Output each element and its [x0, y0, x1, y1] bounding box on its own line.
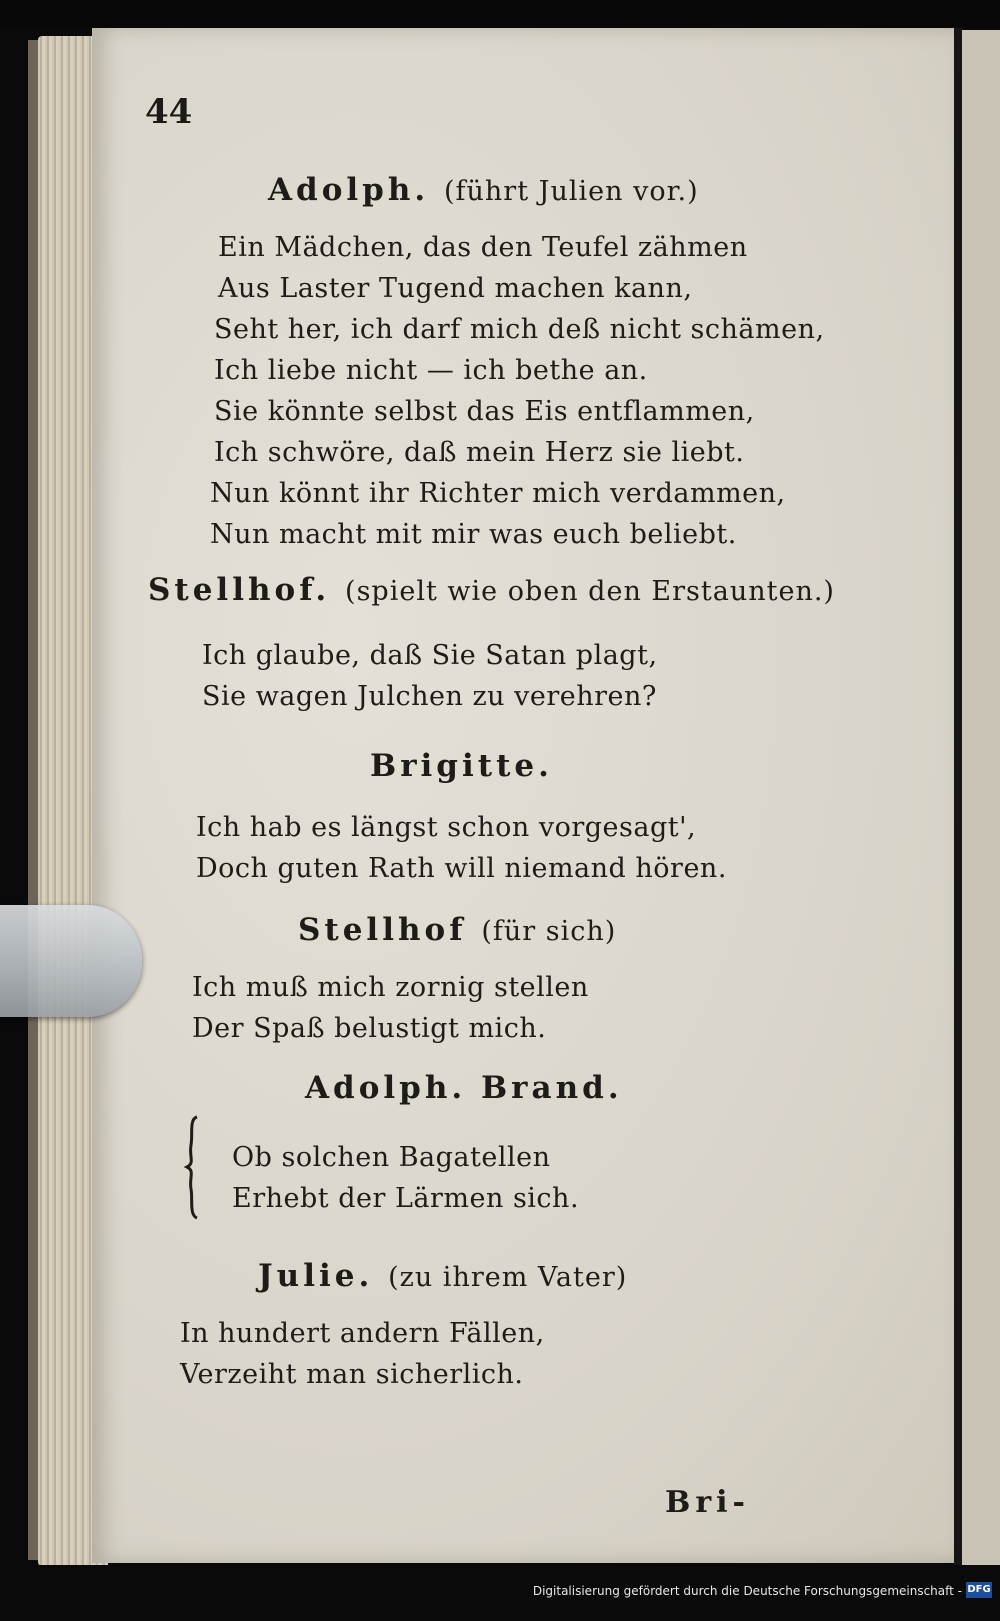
verse-line: Ich schwöre, daß mein Herz sie liebt.	[214, 437, 745, 468]
stage-direction: (spielt wie oben den Erstaunten.)	[345, 576, 835, 607]
speaker-name: Stellhof	[298, 912, 467, 948]
speaker-heading	[148, 572, 835, 608]
verse-line: Aus Laster Tugend machen kann,	[218, 273, 693, 304]
speaker-name: Stellhof.	[148, 572, 331, 608]
verse-line: Seht her, ich darf mich deß nicht schämen,	[214, 314, 825, 345]
verse-line: Doch guten Rath will niemand hören.	[196, 853, 727, 884]
stage-direction: (für sich)	[481, 916, 617, 947]
speaker-name: Adolph. Brand.	[305, 1070, 623, 1106]
top-border	[0, 0, 1000, 28]
verse-line: Ich muß mich zornig stellen	[192, 972, 589, 1003]
page-clip	[0, 905, 142, 1017]
speaker-heading	[370, 748, 553, 784]
dfg-logo: DFG	[966, 1582, 992, 1598]
verse-line: In hundert andern Fällen,	[180, 1318, 545, 1349]
facing-page-edge	[962, 30, 1000, 1565]
verse-line: Nun könnt ihr Richter mich verdammen,	[210, 478, 786, 509]
speaker-name: Adolph.	[268, 172, 430, 208]
verse-line: Der Spaß belustigt mich.	[192, 1013, 547, 1044]
curly-brace-icon	[183, 1115, 201, 1220]
speaker-heading	[268, 172, 699, 208]
verse-line: Erhebt der Lärmen sich.	[232, 1183, 580, 1214]
verse-line: Ob solchen Bagatellen	[232, 1142, 551, 1173]
speaker-name: Julie.	[258, 1258, 374, 1294]
verse-line: Sie wagen Julchen zu verehren?	[202, 681, 657, 712]
verse-line: Nun macht mit mir was euch beliebt.	[210, 519, 737, 550]
stage-direction: (führt Julien vor.)	[444, 176, 699, 207]
verse-line: Sie könnte selbst das Eis entflammen,	[214, 396, 755, 427]
verse-line: Verzeiht man sicherlich.	[180, 1359, 524, 1390]
page-number: 44	[145, 92, 193, 132]
footer-credit: Digitalisierung gefördert durch die Deutsche Forschungsgemeinschaft -	[532, 1584, 962, 1598]
verse-line: Ich glaube, daß Sie Satan plagt,	[202, 640, 658, 671]
verse-line: Ich liebe nicht — ich bethe an.	[214, 355, 648, 386]
catchword: Bri-	[665, 1485, 751, 1520]
verse-line: Ein Mädchen, das den Teufel zähmen	[218, 232, 748, 263]
stage-direction: (zu ihrem Vater)	[388, 1262, 628, 1293]
speaker-heading	[298, 912, 616, 948]
verse-line: Ich hab es längst schon vorgesagt',	[196, 812, 697, 843]
speaker-heading	[305, 1070, 623, 1106]
speaker-heading	[258, 1258, 627, 1294]
speaker-name: Brigitte.	[370, 748, 553, 784]
